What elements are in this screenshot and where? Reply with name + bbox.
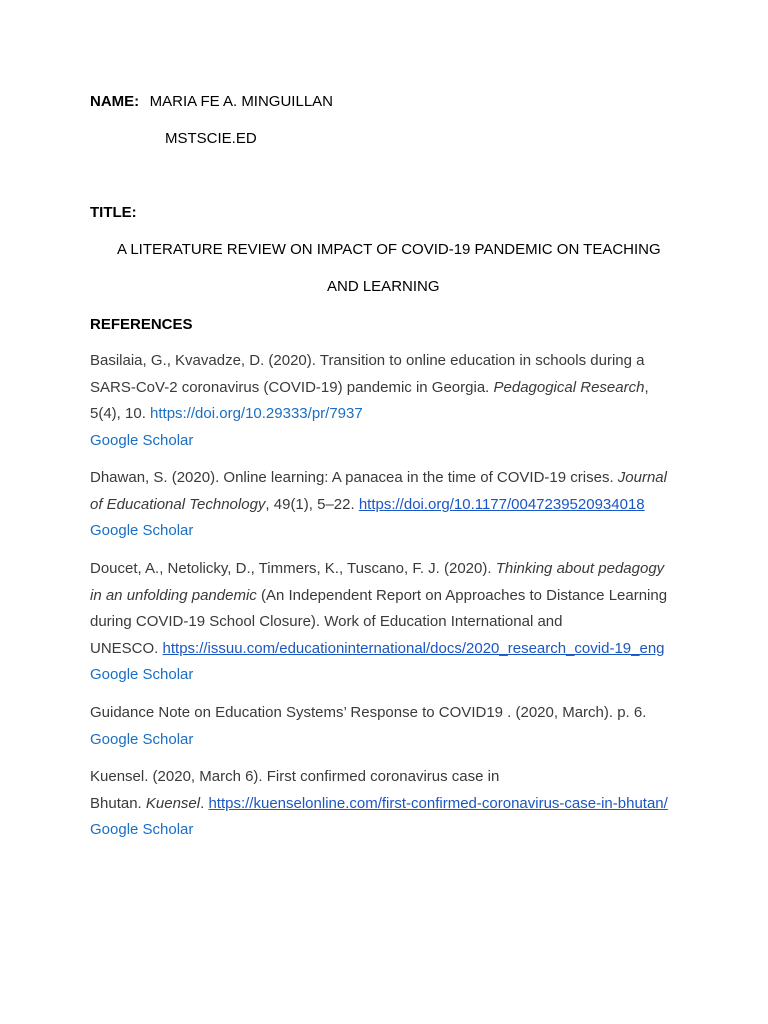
- name-value: MARIA FE A. MINGUILLAN: [149, 93, 334, 110]
- report-title: Thinking about pedagogy: [495, 560, 665, 577]
- reference-text: SARS-CoV-2 coronavirus (COVID-19) pandemic in Georgia. Pedagogical Research,: [90, 378, 649, 396]
- google-scholar-link[interactable]: Google Scholar: [90, 666, 194, 683]
- reference-text: Bhutan. Kuensel. https://kuenselonline.com/first-confirmed-coronavirus-case-in-bhutan/: [90, 794, 668, 812]
- reference-item: [90, 556, 690, 689]
- reference-item: [90, 465, 690, 545]
- reference-text: during COVID-19 School Closure). Work of Education International and: [90, 613, 563, 630]
- title-label: TITLE:: [90, 204, 137, 221]
- doi-link[interactable]: https://doi.org/10.29333/pr/7937: [150, 405, 363, 422]
- reference-text: in an unfolding pandemic (An Independent Report on Approaches to Distance Learning: [90, 586, 668, 604]
- name-row: [90, 93, 333, 111]
- reference-text: Kuensel. (2020, March 6). First confirmed coronavirus case in: [90, 768, 500, 785]
- google-scholar-link[interactable]: Google Scholar: [90, 730, 194, 748]
- google-scholar-link[interactable]: Google Scholar: [90, 431, 194, 449]
- reference-item: [90, 764, 690, 844]
- reference-text: Dhawan, S. (2020). Online learning: A panacea in the time of COVID-19 crises. Journal: [90, 469, 667, 486]
- reference-text: Doucet, A., Netolicky, D., Timmers, K., Tuscano, F. J. (2020). Thinking about pedagogy: [90, 560, 665, 577]
- name-label: NAME:: [90, 93, 140, 110]
- reference-text: Basilaia, G., Kvavadze, D. (2020). Transition to online education in schools during a: [90, 352, 645, 369]
- title-line-2: AND LEARNING: [327, 278, 440, 295]
- issuu-link[interactable]: https://issuu.com/educationinternational/docs/2020_research_covid-19_eng: [162, 639, 665, 657]
- kuensel-link[interactable]: https://kuenselonline.com/first-confirmed-coronavirus-case-in-bhutan/: [208, 794, 668, 812]
- journal-name: Pedagogical Research: [493, 378, 645, 396]
- reference-item: [90, 348, 690, 454]
- reference-text: UNESCO. https://issuu.com/educationinternational/docs/2020_research_covid-19_eng: [90, 639, 665, 657]
- google-scholar-link[interactable]: Google Scholar: [90, 821, 194, 838]
- journal-name: of Educational Technology: [90, 495, 266, 513]
- reference-text: Guidance Note on Education Systems’ Response to COVID19 . (2020, March). p. 6.: [90, 704, 647, 721]
- references-heading: REFERENCES: [90, 316, 193, 333]
- doi-link[interactable]: https://doi.org/10.1177/0047239520934018: [358, 495, 645, 513]
- report-title: in an unfolding pandemic: [90, 586, 257, 604]
- reference-text: of Educational Technology, 49(1), 5–22. https://doi.org/10.1177/0047239520934018: [90, 495, 645, 513]
- publication-name: Kuensel: [145, 794, 201, 812]
- program-text: MSTSCIE.ED: [165, 130, 257, 147]
- google-scholar-link[interactable]: Google Scholar: [90, 522, 194, 539]
- reference-item: [90, 700, 690, 753]
- journal-name: Journal: [617, 469, 667, 486]
- reference-text: 5(4), 10. https://doi.org/10.29333/pr/7937: [90, 405, 363, 422]
- title-line-1: A LITERATURE REVIEW ON IMPACT OF COVID-19 PANDEMIC ON TEACHING: [117, 241, 661, 258]
